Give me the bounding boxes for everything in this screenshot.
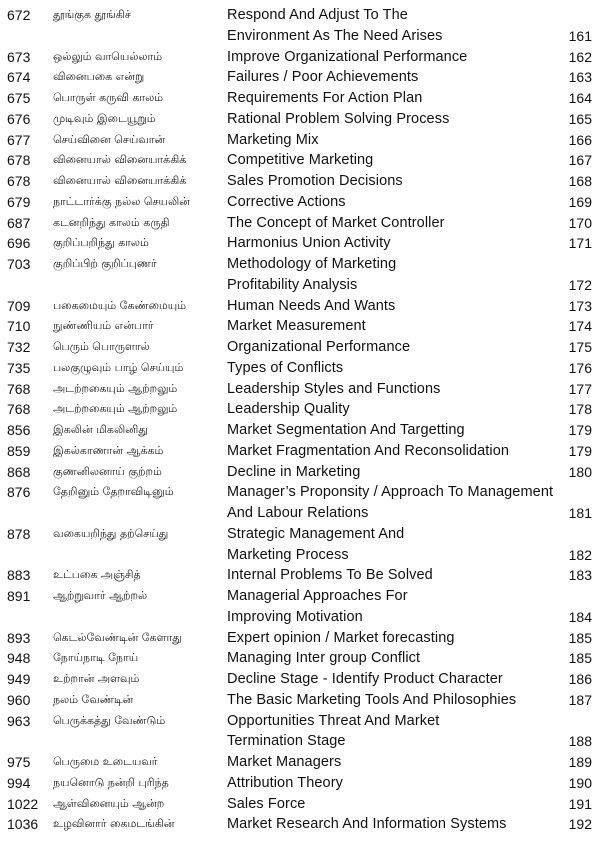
entry-title: Types of Conflicts [227, 359, 344, 376]
tamil-verse-opening: நலம் வேண்டின் [53, 692, 134, 706]
entry-title: Corrective Actions [227, 193, 346, 210]
tamil-verse-opening: குறிப்பிற் குறிப்புணர் [53, 257, 157, 270]
verse-number: 674 [7, 69, 31, 86]
verse-number: 856 [7, 422, 31, 438]
tamil-verse-opening: குறிப்பறிந்து காலம் [53, 236, 149, 250]
entry-title: Requirements For Action Plan [227, 90, 423, 106]
toc-entry [0, 752, 600, 773]
tamil-verse-opening: பகைமையும் கேண்மையும் [53, 298, 187, 312]
entry-title: Strategic Management And [227, 525, 405, 542]
verse-number: 679 [7, 193, 31, 210]
toc-entry [0, 296, 600, 317]
entry-title: Market Managers [227, 754, 342, 770]
verse-number: 673 [7, 48, 31, 65]
tamil-verse-opening: நோய்நாடி நோய் [53, 651, 139, 665]
tamil-verse-opening: ஆள்வினையும் ஆன்ற [53, 796, 165, 810]
page-number: 191 [568, 795, 592, 812]
page-number: 183 [568, 567, 592, 584]
entry-title: Opportunities Threat And Market [227, 712, 440, 729]
tamil-verse-opening: பொருள் கருவி காலம் [53, 91, 164, 104]
tamil-verse-opening: இகல்காணான் ஆக்கம் [53, 443, 164, 457]
tamil-verse-opening: தூங்குக தூங்கிச் [53, 8, 131, 21]
verse-number: 893 [7, 629, 31, 646]
tamil-verse-opening: பலகுழுவும் பாழ் செய்யும் [53, 360, 184, 374]
tamil-verse-opening: வகையறிந்து தற்செய்து [53, 526, 169, 540]
entry-title: Expert opinion / Market forecasting [227, 629, 455, 646]
tamil-verse-opening: நயனொடு நன்றி புரிந்த [53, 775, 169, 789]
entry-title: Managing Inter group Conflict [227, 650, 421, 667]
tamil-verse-opening: இகலின் மிகலினிது [53, 423, 148, 436]
page-number: 190 [568, 774, 592, 791]
tamil-verse-opening: அடற்றகையும் ஆற்றலும் [53, 402, 178, 416]
toc-entry [0, 5, 600, 47]
toc-entry [0, 47, 600, 68]
entry-title: Harmonius Union Activity [227, 235, 391, 252]
tamil-verse-opening: முடிவும் இடையூறும் [53, 111, 156, 125]
toc-entry [0, 254, 600, 296]
page-number: 163 [568, 69, 592, 86]
page-number: 188 [568, 733, 592, 750]
toc-entry [0, 628, 600, 649]
toc-entry [0, 150, 600, 171]
tamil-verse-opening: பெருமை உடையவர் [53, 755, 158, 768]
tamil-verse-opening: கடனறிந்து காலம் கருதி [53, 215, 170, 229]
verse-number: 677 [7, 131, 31, 148]
verse-number: 768 [7, 380, 31, 397]
entry-title: Managerial Approaches For [227, 588, 408, 604]
entry-title: Sales Force [227, 795, 306, 812]
verse-number: 963 [7, 712, 31, 729]
entry-title: Sales Promotion Decisions [227, 173, 403, 189]
toc-entry [0, 586, 600, 628]
entry-title: Internal Problems To Be Solved [227, 567, 433, 584]
verse-number: 1036 [7, 816, 39, 833]
verse-number: 859 [7, 442, 31, 459]
entry-title: Market Fragmentation And Reconsolidation [227, 442, 510, 459]
entry-title: Decline Stage - Identify Product Character [227, 671, 503, 687]
entry-title: Marketing Process [227, 546, 349, 563]
page-number: 162 [568, 48, 592, 65]
verse-number: 678 [7, 152, 31, 169]
toc-entry [0, 462, 600, 483]
entry-title: Market Segmentation And Targetting [227, 422, 465, 438]
entry-title: Improve Organizational Performance [227, 48, 468, 65]
page-number: 166 [568, 131, 592, 148]
entry-title: Marketing Mix [227, 131, 319, 148]
toc-entry [0, 213, 600, 234]
entry-title: Methodology of Marketing [227, 256, 397, 272]
entry-title: Decline in Marketing [227, 463, 361, 480]
page-number: 171 [568, 235, 592, 252]
entry-title: Profitability Analysis [227, 276, 358, 293]
verse-number: 868 [7, 463, 31, 480]
entry-title: The Concept of Market Controller [227, 214, 445, 231]
page-number: 182 [568, 546, 592, 563]
verse-number: 960 [7, 691, 31, 708]
verse-number: 876 [7, 484, 31, 501]
entry-title: Leadership Quality [227, 401, 350, 418]
tamil-verse-opening: உழவினார் கைமடங்கின் [53, 817, 175, 831]
toc-entry [0, 814, 600, 835]
verse-number: 994 [7, 774, 31, 791]
page-number: 185 [568, 650, 592, 667]
page-number: 189 [568, 754, 592, 770]
toc-entry [0, 648, 600, 669]
verse-number: 672 [7, 7, 31, 23]
entry-title: Environment As The Need Arises [227, 27, 443, 44]
entry-title: Improving Motivation [227, 608, 363, 625]
tamil-verse-opening: நாட்டார்க்கு நல்ல செயலின் [53, 194, 190, 208]
toc-entry [0, 524, 600, 566]
toc-entry [0, 399, 600, 420]
page-number: 161 [568, 27, 592, 44]
tamil-verse-opening: குணனிலனாய் குற்றம் [53, 464, 162, 478]
tamil-verse-opening: பெரும் பொருளால் [53, 340, 150, 353]
page-number: 167 [568, 152, 592, 169]
tamil-verse-opening: வினையால் வினையாக்கிக் [53, 153, 187, 167]
page-number: 168 [568, 173, 592, 189]
toc-entry [0, 711, 600, 753]
toc-entry [0, 420, 600, 441]
toc-entry [0, 482, 600, 524]
verse-number: 687 [7, 214, 31, 231]
page-number: 187 [568, 691, 592, 708]
entry-title: Market Measurement [227, 318, 366, 335]
tamil-verse-opening: உட்பகை அஞ்சித் [53, 568, 141, 582]
tamil-verse-opening: வினையால் வினையாக்கிக் [53, 174, 187, 187]
toc-entry [0, 379, 600, 400]
toc-entry [0, 192, 600, 213]
page-number: 181 [568, 505, 592, 521]
entry-title: Human Needs And Wants [227, 297, 396, 314]
entry-title: Competitive Marketing [227, 152, 374, 169]
toc-entry [0, 773, 600, 794]
entry-title: Organizational Performance [227, 339, 411, 355]
verse-number: 732 [7, 339, 31, 355]
verse-number: 710 [7, 318, 31, 335]
verse-number: 676 [7, 110, 31, 127]
page-number: 176 [568, 359, 592, 376]
toc-entry [0, 88, 600, 109]
verse-number: 1022 [7, 795, 39, 812]
toc-entry [0, 358, 600, 379]
page-number: 172 [568, 276, 592, 293]
verse-number: 678 [7, 173, 31, 189]
verse-number: 975 [7, 754, 31, 770]
toc-entry [0, 565, 600, 586]
entry-title: Termination Stage [227, 733, 346, 750]
toc-entry [0, 690, 600, 711]
page-number: 186 [568, 671, 592, 687]
entry-title: Attribution Theory [227, 774, 343, 791]
verse-number: 735 [7, 359, 31, 376]
toc-entry [0, 316, 600, 337]
entry-title: And Labour Relations [227, 505, 369, 521]
entry-title: Market Research And Information Systems [227, 816, 507, 833]
page-number: 169 [568, 193, 592, 210]
verse-number: 703 [7, 256, 31, 272]
page-number: 179 [568, 442, 592, 459]
page-number: 177 [568, 380, 592, 397]
tamil-verse-opening: ஆற்றுவார் ஆற்றல் [53, 589, 148, 602]
page-number: 185 [568, 629, 592, 646]
toc-entry [0, 109, 600, 130]
verse-number: 675 [7, 90, 31, 106]
page-number: 174 [568, 318, 592, 335]
tamil-verse-opening: செய்வினை செய்வான் [53, 132, 166, 146]
tamil-verse-opening: ஒல்லும் வாயெல்லாம் [53, 49, 163, 63]
page-number: 180 [568, 463, 592, 480]
toc-entry [0, 130, 600, 151]
tamil-verse-opening: வினைபகை என்று [53, 70, 145, 84]
toc-entry [0, 233, 600, 254]
page-number: 178 [568, 401, 592, 418]
entry-title: The Basic Marketing Tools And Philosophies [227, 691, 517, 708]
toc-entry [0, 441, 600, 462]
tamil-verse-opening: பெருக்கத்து வேண்டும் [53, 713, 166, 727]
tamil-verse-opening: கெடல்வேண்டின் கேளாது [53, 630, 182, 644]
verse-number: 883 [7, 567, 31, 584]
page-number: 170 [568, 214, 592, 231]
toc-entry [0, 337, 600, 358]
page-number: 184 [568, 608, 592, 625]
tamil-verse-opening: தேறினும் தேறாவிடினும் [53, 485, 174, 499]
verse-number: 949 [7, 671, 31, 687]
tamil-verse-opening: நுண்ணியம் என்பார் [53, 319, 154, 333]
entry-title: Failures / Poor Achievements [227, 69, 419, 86]
verse-number: 878 [7, 525, 31, 542]
toc-entry [0, 171, 600, 192]
tamil-verse-opening: உற்றான் அளவும் [53, 672, 140, 685]
verse-number: 891 [7, 588, 31, 604]
page-number: 173 [568, 297, 592, 314]
verse-number: 696 [7, 235, 31, 252]
entry-title: Leadership Styles and Functions [227, 380, 441, 397]
verse-number: 948 [7, 650, 31, 667]
entry-title: Manager’s Proponsity / Approach To Management [227, 484, 554, 501]
verse-number: 709 [7, 297, 31, 314]
page-number: 175 [568, 339, 592, 355]
page-number: 192 [568, 816, 592, 833]
toc-entry [0, 669, 600, 690]
entry-title: Respond And Adjust To The [227, 7, 408, 23]
toc-entry [0, 67, 600, 88]
tamil-verse-opening: அடற்றகையும் ஆற்றலும் [53, 381, 178, 395]
entry-title: Rational Problem Solving Process [227, 110, 450, 127]
verse-number: 768 [7, 401, 31, 418]
page-number: 164 [568, 90, 592, 106]
page-number: 179 [568, 422, 592, 438]
toc-entry [0, 794, 600, 815]
page-number: 165 [568, 110, 592, 127]
